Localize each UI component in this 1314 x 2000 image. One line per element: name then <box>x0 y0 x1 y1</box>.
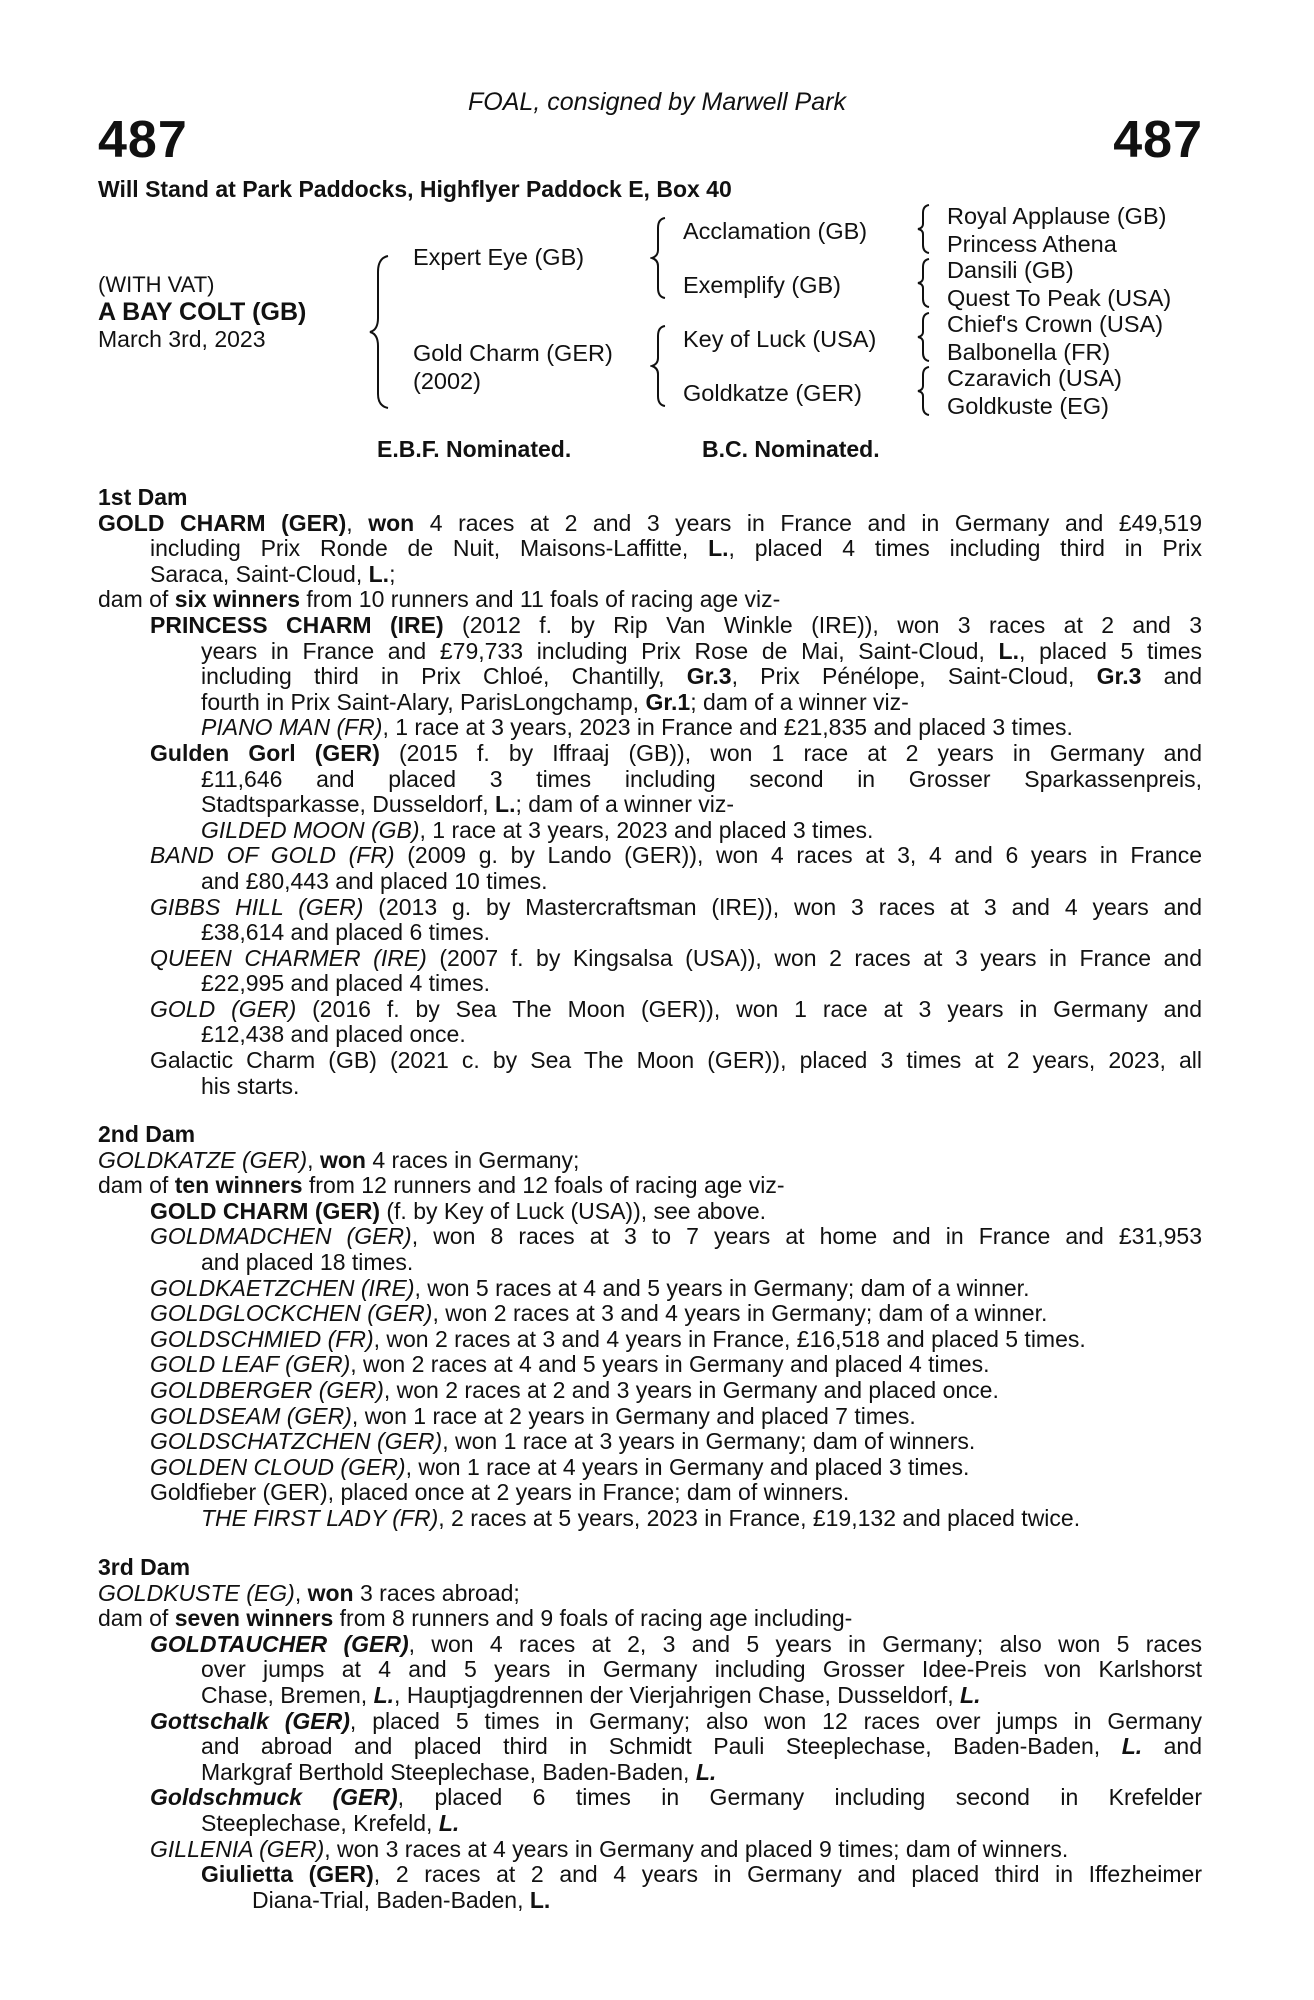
pedigree-brace <box>366 252 392 412</box>
list-item-cont: Chase, Bremen, L., Hauptjagdrennen der Vierjahrigen Chase, Dusseldorf, L. <box>201 1681 981 1708</box>
sire-sire: Acclamation (GB) <box>683 218 868 244</box>
list-item: GOLDEN CLOUD (GER), won 1 race at 4 years in Germany and placed 3 times. <box>150 1453 970 1480</box>
list-item: GOLDMADCHEN (GER), won 8 races at 3 to 7 years at home and in France and £31,953 <box>150 1223 1202 1250</box>
bc-nomination: B.C. Nominated. <box>702 436 880 462</box>
vat-note: (WITH VAT) <box>98 272 215 297</box>
sire-brace <box>650 216 668 300</box>
list-item: GOLD (GER) (2016 f. by Sea The Moon (GER)), won 1 race at 3 years in Germany and <box>150 995 1202 1022</box>
dam: Gold Charm (GER) <box>413 340 613 366</box>
list-item: GOLDKAETZCHEN (IRE), won 5 races at 4 and 5 years in Germany; dam of a winner. <box>150 1274 1030 1301</box>
foaling-date: March 3rd, 2023 <box>98 326 266 352</box>
list-item: GOLDSCHATZCHEN (GER), won 1 race at 3 years in Germany; dam of winners. <box>150 1428 976 1455</box>
list-item-cont: Markgraf Berthold Steeplechase, Baden-Baden, L. <box>201 1758 717 1785</box>
dam-entry: GOLDKATZE (GER), won 4 races in Germany; <box>98 1146 580 1173</box>
list-item-cont: £38,614 and placed 6 times. <box>201 919 490 946</box>
lot-number-right: 487 <box>1113 111 1203 169</box>
dam-year: (2002) <box>413 368 481 394</box>
dam-brace <box>650 324 668 408</box>
produce-summary: dam of six winners from 10 runners and 11 foals of racing age viz- <box>98 586 781 613</box>
dam-sire: Key of Luck (USA) <box>683 326 877 352</box>
list-item: Gottschalk (GER), placed 5 times in Germany; also won 12 races over jumps in Germany <box>150 1707 1202 1734</box>
list-item-cont: and placed 18 times. <box>201 1248 414 1275</box>
list-item: QUEEN CHARMER (IRE) (2007 f. by Kingsalsa (USA)), won 2 races at 3 years in France and <box>150 944 1203 971</box>
gen3-brace-2 <box>916 257 932 309</box>
list-item: PIANO MAN (FR), 1 race at 3 years, 2023 in France and £21,835 and placed 3 times. <box>201 714 1073 741</box>
dam-dam: Goldkatze (GER) <box>683 380 862 406</box>
list-item: GOLDSEAM (GER), won 1 race at 2 years in Germany and placed 7 times. <box>150 1402 916 1429</box>
list-item: THE FIRST LADY (FR), 2 races at 5 years, 2023 in France, £19,132 and placed twice. <box>201 1504 1081 1531</box>
gen3-brace-3 <box>916 311 932 363</box>
list-item-cont: Stadtsparkasse, Dusseldorf, L.; dam of a winner viz- <box>201 791 735 818</box>
ancestor-2: Princess Athena <box>947 231 1117 257</box>
produce-summary: dam of ten winners from 12 runners and 12 foals of racing age viz- <box>98 1172 785 1199</box>
list-item: GILDED MOON (GB), 1 race at 3 years, 2023 and placed 3 times. <box>201 816 874 843</box>
section-heading: 3rd Dam <box>98 1554 191 1580</box>
second-dam-section <box>98 1122 1202 1532</box>
list-item-cont: and £80,443 and placed 10 times. <box>201 867 548 894</box>
list-item: BAND OF GOLD (FR) (2009 g. by Lando (GER)), won 4 races at 3, 4 and 6 years in France <box>150 842 1202 869</box>
list-item: PRINCESS CHARM (IRE) (2012 f. by Rip Van Winkle (IRE)), won 3 races at 2 and 3 <box>150 611 1202 638</box>
lot-subject-name: A BAY COLT (GB) <box>98 298 307 326</box>
lot-number-left: 487 <box>98 111 188 169</box>
list-item: GOLDBERGER (GER), won 2 races at 2 and 3 years in Germany and placed once. <box>150 1376 999 1403</box>
list-item-cont: £11,646 and placed 3 times including second in Grosser Sparkassenpreis, <box>201 765 1202 792</box>
list-item-cont: fourth in Prix Saint-Alary, ParisLongchamp, Gr.1; dam of a winner viz- <box>201 688 909 715</box>
stand-location: Will Stand at Park Paddocks, Highflyer Paddock E, Box 40 <box>98 176 732 202</box>
ebf-nomination: E.B.F. Nominated. <box>377 436 572 462</box>
list-item: Gulden Gorl (GER) (2015 f. by Iffraaj (GB)), won 1 race at 2 years in Germany and <box>150 739 1202 766</box>
ancestor-5: Chief's Crown (USA) <box>947 311 1164 337</box>
list-item-cont: Steeplechase, Krefeld, L. <box>201 1809 460 1836</box>
list-item-cont: years in France and £79,733 including Prix Rose de Mai, Saint-Cloud, L., placed 5 times <box>201 637 1202 664</box>
ancestor-4: Quest To Peak (USA) <box>947 285 1172 311</box>
consignor-line: FOAL, consigned by Marwell Park <box>468 88 846 116</box>
list-item: GOLD LEAF (GER), won 2 races at 4 and 5 years in Germany and placed 4 times. <box>150 1351 990 1378</box>
list-item: Galactic Charm (GB) (2021 c. by Sea The Moon (GER)), placed 3 times at 2 years, 2023, all <box>150 1047 1202 1074</box>
list-item: Giulietta (GER), 2 races at 2 and 4 years in Germany and placed third in Iffezheimer <box>201 1861 1202 1888</box>
gen3-brace-1 <box>916 203 932 255</box>
first-dam-section <box>98 485 1202 1099</box>
ancestor-8: Goldkuste (EG) <box>947 393 1109 419</box>
list-item-cont: including third in Prix Chloé, Chantilly, Gr.3, Prix Pénélope, Saint-Cloud, Gr.3 and <box>201 663 1203 690</box>
list-item-cont: his starts. <box>201 1072 300 1099</box>
list-item: GOLD CHARM (GER) (f. by Key of Luck (USA)), see above. <box>150 1197 767 1224</box>
produce-summary: dam of seven winners from 8 runners and 9 foals of racing age including- <box>98 1605 853 1632</box>
third-dam-section <box>98 1555 1202 1913</box>
list-item: GOLDSCHMIED (FR), won 2 races at 3 and 4 years in France, £16,518 and placed 5 times. <box>150 1325 1086 1352</box>
list-item: Goldschmuck (GER), placed 6 times in Germany including second in Krefelder <box>150 1784 1202 1811</box>
list-item-cont: £12,438 and placed once. <box>201 1021 466 1048</box>
ancestor-3: Dansili (GB) <box>947 257 1074 283</box>
section-heading: 2nd Dam <box>98 1121 196 1147</box>
dam-entry: GOLD CHARM (GER), won 4 races at 2 and 3 years in France and in Germany and £49,519 <box>98 509 1203 536</box>
section-heading: 1st Dam <box>98 484 188 510</box>
list-item-cont: Diana-Trial, Baden-Baden, L. <box>252 1886 551 1913</box>
dam-entry-cont: including Prix Ronde de Nuit, Maisons-Laffitte, L., placed 4 times including third in Prix <box>150 535 1202 562</box>
list-item: Goldfieber (GER), placed once at 2 years in France; dam of winners. <box>150 1479 850 1506</box>
sire-dam: Exemplify (GB) <box>683 272 841 298</box>
list-item: GOLDGLOCKCHEN (GER), won 2 races at 3 and 4 years in Germany; dam of a winner. <box>150 1300 1048 1327</box>
ancestor-7: Czaravich (USA) <box>947 365 1122 391</box>
list-item-cont: over jumps at 4 and 5 years in Germany including Grosser Idee-Preis von Karlshorst <box>201 1656 1202 1683</box>
dam-entry: GOLDKUSTE (EG), won 3 races abroad; <box>98 1579 520 1606</box>
list-item-cont: £22,995 and placed 4 times. <box>201 970 490 997</box>
list-item: GILLENIA (GER), won 3 races at 4 years in Germany and placed 9 times; dam of winners. <box>150 1835 1069 1862</box>
ancestor-1: Royal Applause (GB) <box>947 203 1167 229</box>
dam-entry-cont: Saraca, Saint-Cloud, L.; <box>150 560 396 587</box>
ancestor-6: Balbonella (FR) <box>947 339 1111 365</box>
gen3-brace-4 <box>916 365 932 417</box>
list-item-cont: and abroad and placed third in Schmidt Pauli Steeplechase, Baden-Baden, L. and <box>201 1733 1202 1760</box>
sire: Expert Eye (GB) <box>413 244 585 270</box>
list-item: GOLDTAUCHER (GER), won 4 races at 2, 3 and 5 years in Germany; also won 5 races <box>150 1630 1202 1657</box>
list-item: GIBBS HILL (GER) (2013 g. by Mastercraftsman (IRE)), won 3 races at 3 and 4 years and <box>150 893 1202 920</box>
